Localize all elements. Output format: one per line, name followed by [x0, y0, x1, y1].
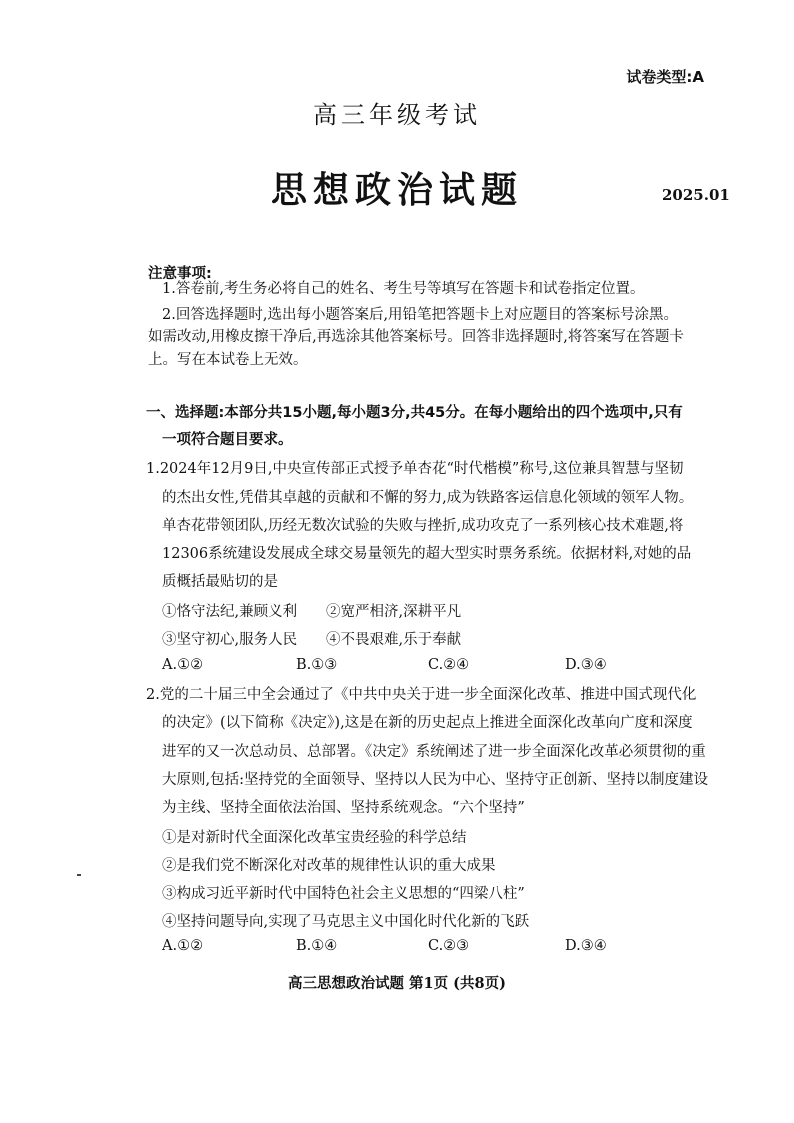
subject-title: 思想政治试题: [270, 169, 523, 211]
question-1-line: 质概括最贴切的是: [162, 574, 278, 590]
question-1-line: 单杏花带领团队,历经无数次试验的失败与挫折,成功攻克了一系列核心技术难题,将: [162, 518, 684, 534]
notice-item-1: 1.答卷前,考生务必将自己的姓名、考生号等填写在答题卡和试卷指定位置。: [162, 281, 645, 297]
question-1-option-d[interactable]: D.③④: [565, 657, 607, 673]
section-heading-line-1: 一、选择题:本部分共15小题,每小题3分,共45分。在每小题给出的四个选项中,只有: [146, 405, 683, 421]
question-2-statement-3: ③构成习近平新时代中国特色社会主义思想的“四梁八柱”: [162, 886, 525, 902]
question-1-option-b[interactable]: B.①③: [296, 657, 338, 673]
question-1-option-c[interactable]: C.②④: [428, 657, 470, 673]
question-2-line: 的决定》(以下简称《决定》),这是在新的历史起点上推进全面深化改革向广度和深度: [162, 715, 693, 731]
question-2-option-c[interactable]: C.②③: [428, 938, 470, 954]
question-1-statement-4: ④不畏艰难,乐于奉献: [326, 632, 462, 648]
scan-speck: [77, 874, 81, 876]
question-1-line: 的杰出女性,凭借其卓越的贡献和不懈的努力,成为铁路客运信息化领域的领军人物。: [162, 490, 694, 506]
notice-item-2-line-3: 上。写在本试卷上无效。: [148, 352, 308, 368]
question-2-line: 进军的又一次总动员、总部署。《决定》系统阐述了进一步全面深化改革必须贯彻的重: [162, 744, 706, 760]
question-1-statement-2: ②宽严相济,深耕平凡: [326, 604, 462, 620]
question-2-line: 2.党的二十届三中全会通过了《中共中央关于进一步全面深化改革、推进中国式现代化: [146, 687, 697, 703]
question-2-statement-4: ④坚持问题导向,实现了马克思主义中国化时代化新的飞跃: [162, 914, 530, 930]
question-2-statement-2: ②是我们党不断深化对改革的规律性认识的重大成果: [162, 858, 496, 874]
notice-item-2-line-1: 2.回答选择题时,选出每小题答案后,用铅笔把答题卡上对应题目的答案标号涂黑。: [162, 307, 679, 323]
question-1-option-a[interactable]: A.①②: [162, 657, 204, 673]
question-2-option-a[interactable]: A.①②: [162, 938, 204, 954]
question-1-statement-1: ①恪守法纪,兼顾义利: [162, 604, 298, 620]
exam-level-title: 高三年级考试: [313, 101, 481, 129]
section-heading-line-2: 一项符合题目要求。: [162, 432, 293, 448]
question-2-option-d[interactable]: D.③④: [565, 938, 607, 954]
page-footer: 高三思想政治试题 第1页 (共8页): [288, 975, 506, 992]
exam-date: 2025.01: [662, 186, 730, 204]
question-1-statement-3: ③坚守初心,服务人民: [162, 632, 298, 648]
question-2-line: 大原则,包括:坚持党的全面领导、坚持以人民为中心、坚持守正创新、坚持以制度建设: [162, 772, 708, 788]
notice-heading: 注意事项:: [148, 266, 212, 282]
notice-item-2-line-2: 如需改动,用橡皮擦干净后,再选涂其他答案标号。回答非选择题时,将答案写在答题卡: [148, 329, 684, 345]
question-2-statement-1: ①是对新时代全面深化改革宝贵经验的科学总结: [162, 830, 467, 846]
question-2-line: 为主线、坚持全面依法治国、坚持系统观念。“六个坚持”: [162, 800, 525, 816]
question-1-line: 1.2024年12月9日,中央宣传部正式授予单杏花“时代楷模”称号,这位兼具智慧与坚韧: [146, 461, 684, 477]
paper-type-label: 试卷类型:A: [626, 68, 704, 86]
question-2-option-b[interactable]: B.①④: [296, 938, 338, 954]
question-1-line: 12306系统建设发展成全球交易量领先的超大型实时票务系统。依据材料,对她的品: [162, 546, 692, 562]
